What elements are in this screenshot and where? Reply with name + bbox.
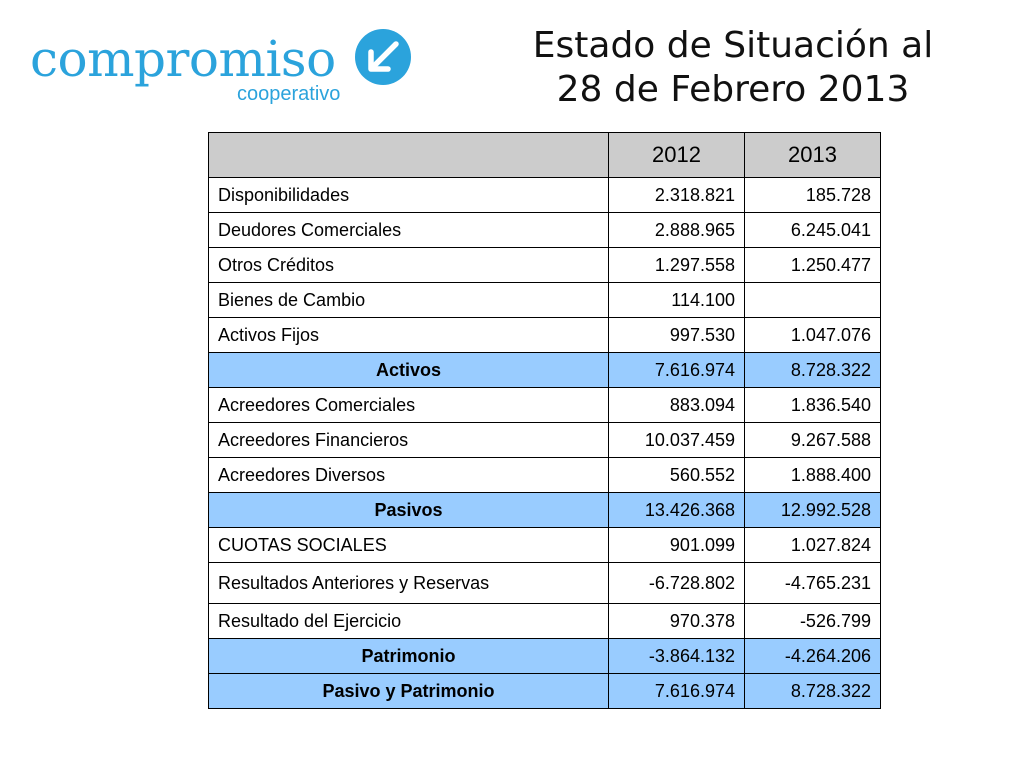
row-label: Pasivo y Patrimonio — [209, 674, 609, 709]
balance-sheet-table — [208, 132, 881, 709]
row-value-2013: 1.888.400 — [745, 458, 881, 493]
row-value-2013: 12.992.528 — [745, 493, 881, 528]
row-value-2012: -6.728.802 — [609, 563, 745, 604]
header-cell-2013: 2013 — [745, 133, 881, 178]
row-value-2013: -4.264.206 — [745, 639, 881, 674]
row-value-2012: 560.552 — [609, 458, 745, 493]
row-value-2012: -3.864.132 — [609, 639, 745, 674]
row-value-2012: 2.888.965 — [609, 213, 745, 248]
table-row — [209, 318, 881, 353]
arrow-down-left-circle-icon — [354, 28, 412, 86]
page-title-line-1: Estado de Situación al — [532, 25, 934, 66]
row-label: Disponibilidades — [209, 178, 609, 213]
row-value-2013: 1.836.540 — [745, 388, 881, 423]
row-label: Pasivos — [209, 493, 609, 528]
table-total-row — [209, 493, 881, 528]
table-row — [209, 528, 881, 563]
row-value-2012: 883.094 — [609, 388, 745, 423]
row-label: CUOTAS SOCIALES — [209, 528, 609, 563]
row-value-2012: 997.530 — [609, 318, 745, 353]
row-value-2013: 1.250.477 — [745, 248, 881, 283]
row-label: Resultado del Ejercicio — [209, 604, 609, 639]
table-total-row — [209, 674, 881, 709]
row-value-2013: 6.245.041 — [745, 213, 881, 248]
row-label: Acreedores Diversos — [209, 458, 609, 493]
compromiso-cooperativo-logo — [30, 24, 420, 114]
row-value-2013: -4.765.231 — [745, 563, 881, 604]
row-value-2012: 10.037.459 — [609, 423, 745, 458]
row-value-2012: 13.426.368 — [609, 493, 745, 528]
row-value-2012: 7.616.974 — [609, 674, 745, 709]
row-label: Bienes de Cambio — [209, 283, 609, 318]
table-row — [209, 178, 881, 213]
row-value-2012: 970.378 — [609, 604, 745, 639]
row-value-2012: 7.616.974 — [609, 353, 745, 388]
header-cell-label — [209, 133, 609, 178]
row-value-2013: 1.047.076 — [745, 318, 881, 353]
row-value-2012: 2.318.821 — [609, 178, 745, 213]
row-value-2013: 1.027.824 — [745, 528, 881, 563]
row-label: Resultados Anteriores y Reservas — [209, 563, 609, 604]
table-header-row — [209, 133, 881, 178]
row-label: Otros Créditos — [209, 248, 609, 283]
table-row — [209, 213, 881, 248]
row-label: Deudores Comerciales — [209, 213, 609, 248]
row-value-2012: 1.297.558 — [609, 248, 745, 283]
table-body — [209, 178, 881, 709]
table-row — [209, 283, 881, 318]
row-value-2013: -526.799 — [745, 604, 881, 639]
row-value-2013 — [745, 283, 881, 318]
logo-wordmark: compromiso — [30, 30, 336, 88]
table-row — [209, 248, 881, 283]
row-label: Acreedores Comerciales — [209, 388, 609, 423]
table-row — [209, 604, 881, 639]
row-value-2012: 901.099 — [609, 528, 745, 563]
row-value-2013: 185.728 — [745, 178, 881, 213]
row-value-2013: 8.728.322 — [745, 353, 881, 388]
header-cell-2012: 2012 — [609, 133, 745, 178]
row-label: Activos Fijos — [209, 318, 609, 353]
row-value-2013: 8.728.322 — [745, 674, 881, 709]
table-total-row — [209, 639, 881, 674]
table-row — [209, 388, 881, 423]
row-label: Patrimonio — [209, 639, 609, 674]
row-label: Activos — [209, 353, 609, 388]
page-title-line-2: 28 de Febrero 2013 — [556, 69, 910, 110]
table-row — [209, 423, 881, 458]
table-row — [209, 458, 881, 493]
table-total-row — [209, 353, 881, 388]
table-row — [209, 563, 881, 604]
row-value-2013: 9.267.588 — [745, 423, 881, 458]
logo-subtitle: cooperativo — [237, 83, 341, 105]
row-value-2012: 114.100 — [609, 283, 745, 318]
row-label: Acreedores Financieros — [209, 423, 609, 458]
page-title — [500, 24, 966, 112]
